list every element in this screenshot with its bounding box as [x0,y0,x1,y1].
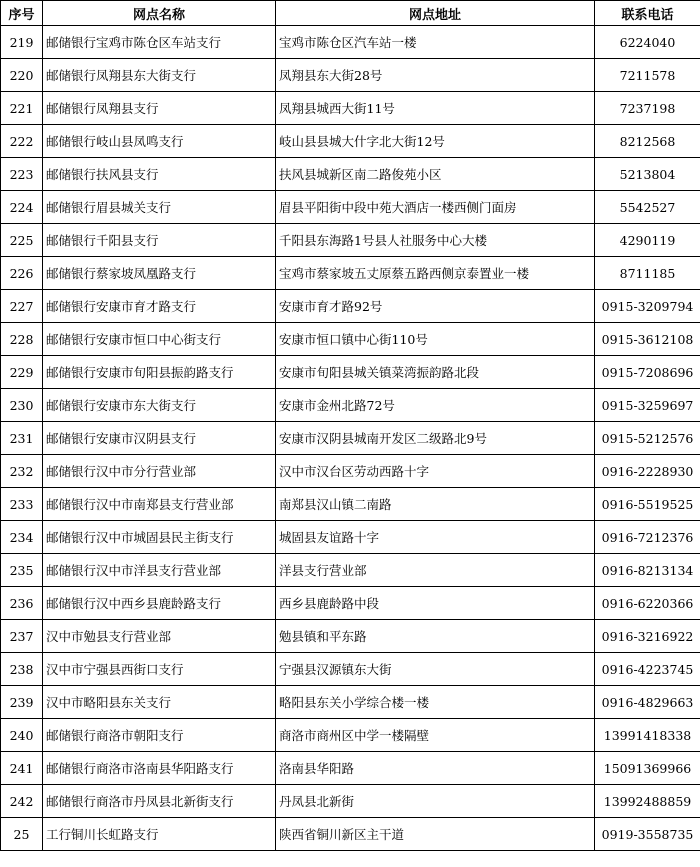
table-header [1,1,700,26]
cell-index: 225 [1,224,43,257]
table-row [1,191,700,224]
cell-branch-name: 邮储银行安康市旬阳县振韵路支行 [43,356,276,389]
cell-phone: 0916-7212376 [595,521,700,554]
cell-branch-name: 邮储银行岐山县凤鸣支行 [43,125,276,158]
table-row [1,422,700,455]
cell-index: 236 [1,587,43,620]
cell-index: 219 [1,26,43,59]
cell-phone: 0915-3612108 [595,323,700,356]
table-row [1,92,700,125]
table-row [1,125,700,158]
cell-phone: 13992488859 [595,785,700,818]
cell-branch-name: 邮储银行汉中市城固县民主街支行 [43,521,276,554]
cell-branch-name: 邮储银行安康市恒口中心街支行 [43,323,276,356]
table-row [1,521,700,554]
table-row [1,785,700,818]
cell-index: 227 [1,290,43,323]
cell-phone: 6224040 [595,26,700,59]
cell-branch-address: 丹凤县北新街 [276,785,595,818]
cell-branch-name: 邮储银行汉中市分行营业部 [43,455,276,488]
cell-phone: 0916-5519525 [595,488,700,521]
cell-branch-name: 邮储银行安康市育才路支行 [43,290,276,323]
cell-phone: 0916-2228930 [595,455,700,488]
table-row [1,719,700,752]
cell-phone: 0916-8213134 [595,554,700,587]
cell-index: 237 [1,620,43,653]
cell-index: 220 [1,59,43,92]
cell-phone: 0916-3216922 [595,620,700,653]
table-row [1,389,700,422]
cell-index: 230 [1,389,43,422]
table-row [1,455,700,488]
cell-phone: 0915-3209794 [595,290,700,323]
table-row [1,554,700,587]
cell-branch-address: 汉中市汉台区劳动西路十字 [276,455,595,488]
cell-branch-name: 邮储银行商洛市洛南县华阳路支行 [43,752,276,785]
cell-branch-address: 略阳县东关小学综合楼一楼 [276,686,595,719]
cell-branch-name: 邮储银行蔡家坡凤凰路支行 [43,257,276,290]
cell-branch-name: 汉中市略阳县东关支行 [43,686,276,719]
cell-branch-address: 千阳县东海路1号县人社服务中心大楼 [276,224,595,257]
cell-index: 223 [1,158,43,191]
cell-branch-name: 邮储银行汉中西乡县鹿龄路支行 [43,587,276,620]
header-row [1,1,700,26]
cell-branch-name: 邮储银行安康市东大街支行 [43,389,276,422]
cell-branch-name: 邮储银行宝鸡市陈仓区车站支行 [43,26,276,59]
cell-branch-name: 邮储银行眉县城关支行 [43,191,276,224]
cell-branch-name: 邮储银行商洛市丹凤县北新街支行 [43,785,276,818]
cell-branch-address: 安康市汉阴县城南开发区二级路北9号 [276,422,595,455]
cell-phone: 0919-3558735 [595,818,700,851]
cell-branch-address: 南郑县汉山镇二南路 [276,488,595,521]
cell-index: 234 [1,521,43,554]
cell-branch-address: 商洛市商州区中学一楼隔壁 [276,719,595,752]
cell-branch-address: 西乡县鹿龄路中段 [276,587,595,620]
cell-branch-address: 安康市育才路92号 [276,290,595,323]
cell-branch-name: 汉中市宁强县西街口支行 [43,653,276,686]
cell-branch-address: 安康市金州北路72号 [276,389,595,422]
table-row [1,257,700,290]
cell-index: 238 [1,653,43,686]
cell-index: 232 [1,455,43,488]
cell-branch-address: 眉县平阳街中段中苑大酒店一楼西侧门面房 [276,191,595,224]
cell-phone: 5542527 [595,191,700,224]
cell-phone: 15091369966 [595,752,700,785]
cell-index: 242 [1,785,43,818]
header-name: 网点名称 [43,1,276,26]
cell-index: 239 [1,686,43,719]
cell-branch-name: 邮储银行汉中市洋县支行营业部 [43,554,276,587]
cell-branch-address: 凤翔县东大街28号 [276,59,595,92]
cell-branch-name: 邮储银行凤翔县支行 [43,92,276,125]
cell-phone: 0916-6220366 [595,587,700,620]
cell-branch-address: 勉县镇和平东路 [276,620,595,653]
cell-branch-name: 邮储银行千阳县支行 [43,224,276,257]
cell-branch-address: 洋县支行营业部 [276,554,595,587]
cell-phone: 0915-3259697 [595,389,700,422]
cell-branch-name: 邮储银行汉中市南郑县支行营业部 [43,488,276,521]
header-address: 网点地址 [276,1,595,26]
cell-phone: 4290119 [595,224,700,257]
table-row [1,356,700,389]
cell-branch-address: 城固县友谊路十字 [276,521,595,554]
cell-branch-address: 洛南县华阳路 [276,752,595,785]
cell-phone: 7211578 [595,59,700,92]
cell-branch-address: 宝鸡市陈仓区汽车站一楼 [276,26,595,59]
cell-index: 235 [1,554,43,587]
cell-index: 241 [1,752,43,785]
cell-index: 222 [1,125,43,158]
table-row [1,818,700,851]
cell-branch-name: 工行铜川长虹路支行 [43,818,276,851]
cell-branch-name: 汉中市勉县支行营业部 [43,620,276,653]
table-row [1,323,700,356]
cell-index: 231 [1,422,43,455]
cell-phone: 13991418338 [595,719,700,752]
cell-phone: 5213804 [595,158,700,191]
table-body [1,26,700,851]
cell-branch-address: 宝鸡市蔡家坡五丈原蔡五路西侧京泰置业一楼 [276,257,595,290]
table-row [1,686,700,719]
header-index: 序号 [1,1,43,26]
cell-phone: 0916-4223745 [595,653,700,686]
cell-branch-name: 邮储银行扶风县支行 [43,158,276,191]
cell-phone: 8212568 [595,125,700,158]
cell-index: 25 [1,818,43,851]
table-row [1,224,700,257]
cell-branch-address: 扶风县城新区南二路俊苑小区 [276,158,595,191]
cell-branch-address: 安康市恒口镇中心街110号 [276,323,595,356]
table-row [1,488,700,521]
cell-index: 221 [1,92,43,125]
cell-phone: 7237198 [595,92,700,125]
table-row [1,587,700,620]
cell-branch-address: 宁强县汉源镇东大街 [276,653,595,686]
table-row [1,26,700,59]
cell-index: 224 [1,191,43,224]
cell-branch-name: 邮储银行商洛市朝阳支行 [43,719,276,752]
cell-branch-address: 陕西省铜川新区主干道 [276,818,595,851]
cell-index: 240 [1,719,43,752]
cell-index: 229 [1,356,43,389]
cell-index: 226 [1,257,43,290]
cell-phone: 0915-7208696 [595,356,700,389]
table-row [1,620,700,653]
cell-branch-name: 邮储银行安康市汉阴县支行 [43,422,276,455]
cell-branch-address: 岐山县县城大什字北大街12号 [276,125,595,158]
cell-index: 228 [1,323,43,356]
table-row [1,752,700,785]
table-row [1,290,700,323]
table-row [1,158,700,191]
cell-phone: 0915-5212576 [595,422,700,455]
cell-phone: 0916-4829663 [595,686,700,719]
cell-phone: 8711185 [595,257,700,290]
header-phone: 联系电话 [595,1,700,26]
table-row [1,653,700,686]
cell-branch-name: 邮储银行凤翔县东大街支行 [43,59,276,92]
cell-branch-address: 安康市旬阳县城关镇菜湾振韵路北段 [276,356,595,389]
table-row [1,59,700,92]
cell-branch-address: 凤翔县城西大街11号 [276,92,595,125]
cell-index: 233 [1,488,43,521]
